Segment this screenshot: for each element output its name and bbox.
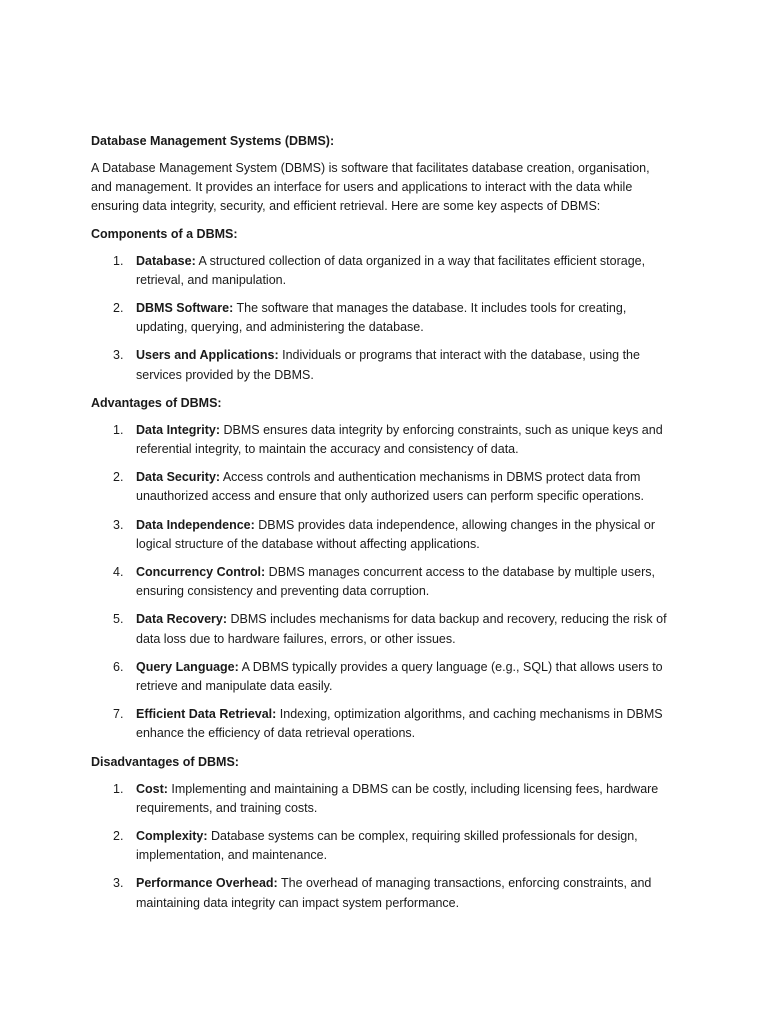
list-term: Data Recovery:	[136, 612, 228, 627]
list-number: 5.	[113, 612, 124, 627]
list-number: 3.	[113, 517, 124, 532]
list-text: Access controls and authentication mechanisms in DBMS protect data from unauthorized access and ensure that only authorized users can perform specific operations.	[136, 470, 644, 504]
components-list	[91, 252, 672, 385]
list-text: Indexing, optimization algorithms, and caching mechanisms in DBMS enhance the efficiency of data retrieval operations.	[136, 707, 663, 741]
list-term: Complexity:	[136, 829, 208, 844]
list-number: 7.	[113, 707, 124, 722]
section-disadvantages	[91, 753, 672, 913]
list-item	[91, 346, 672, 384]
list-text: DBMS includes mechanisms for data backup and recovery, reducing the risk of data loss due to hardware failures, errors, or other issues.	[136, 612, 667, 646]
list-number: 1.	[113, 253, 124, 268]
list-number: 3.	[113, 876, 124, 891]
list-number: 6.	[113, 659, 124, 674]
list-term: Database:	[136, 253, 196, 268]
intro-paragraph: A Database Management System (DBMS) is software that facilitates database creation, organisation, and management. It provides an interface for users and applications to interact with the data while ensuring data integrity, security, and efficient retrieval. Here are some key aspects of DBMS:	[91, 161, 650, 214]
list-text: The overhead of managing transactions, enforcing constraints, and maintaining data integrity can impact system performance.	[136, 876, 652, 910]
list-item	[91, 299, 672, 337]
list-term: Data Security:	[136, 470, 221, 485]
list-item	[91, 658, 672, 696]
list-number: 1.	[113, 781, 124, 796]
list-term: Efficient Data Retrieval:	[136, 707, 277, 722]
list-term: Data Independence:	[136, 517, 255, 532]
list-term: Performance Overhead:	[136, 876, 278, 891]
list-item	[91, 874, 672, 912]
list-text: DBMS provides data independence, allowing changes in the physical or logical structure of the database without affecting applications.	[136, 517, 656, 551]
list-number: 3.	[113, 348, 124, 363]
list-item	[91, 563, 672, 601]
list-item	[91, 705, 672, 743]
section-advantages	[91, 394, 672, 744]
list-text: A DBMS typically provides a query language (e.g., SQL) that allows users to retrieve and manipulate data easily.	[136, 659, 663, 694]
list-text: A structured collection of data organized in a way that facilitates efficient storage, retrieval, and manipulation.	[136, 253, 646, 287]
list-term: DBMS Software:	[136, 301, 234, 316]
list-text: Implementing and maintaining a DBMS can be costly, including licensing fees, hardware requirements, and training costs.	[136, 781, 659, 815]
section-heading: Components of a DBMS:	[91, 226, 238, 241]
section-components	[91, 225, 672, 385]
list-number: 4.	[113, 565, 124, 580]
list-item	[91, 516, 672, 554]
list-term: Concurrency Control:	[136, 565, 266, 580]
list-item	[91, 827, 672, 865]
list-number: 1.	[113, 422, 124, 437]
list-text: DBMS manages concurrent access to the database by multiple users, ensuring consistency and preventing data corruption.	[136, 565, 655, 599]
list-term: Data Integrity:	[136, 422, 221, 437]
section-heading: Disadvantages of DBMS:	[91, 754, 239, 769]
list-text: DBMS ensures data integrity by enforcing constraints, such as unique keys and referential integrity, to maintain the accuracy and consistency of data.	[136, 422, 663, 457]
list-text: Database systems can be complex, requiring skilled professionals for design, implementation, and maintenance.	[136, 829, 638, 863]
list-term: Cost:	[136, 781, 168, 796]
list-term: Query Language:	[136, 659, 239, 674]
list-item	[91, 421, 672, 459]
list-item	[91, 468, 672, 506]
list-text: Individuals or programs that interact with the database, using the services provided by the DBMS.	[136, 348, 640, 382]
list-item	[91, 610, 672, 648]
list-term: Users and Applications:	[136, 348, 279, 363]
section-heading: Advantages of DBMS:	[91, 395, 222, 410]
list-item	[91, 252, 672, 290]
list-text: The software that manages the database. It includes tools for creating, updating, querying, and administering the database.	[136, 301, 627, 335]
document-title: Database Management Systems (DBMS):	[91, 134, 335, 148]
list-item	[91, 780, 672, 818]
list-number: 2.	[113, 470, 124, 485]
list-number: 2.	[113, 301, 124, 316]
advantages-list	[91, 421, 672, 744]
disadvantages-list	[91, 780, 672, 913]
list-number: 2.	[113, 829, 124, 844]
